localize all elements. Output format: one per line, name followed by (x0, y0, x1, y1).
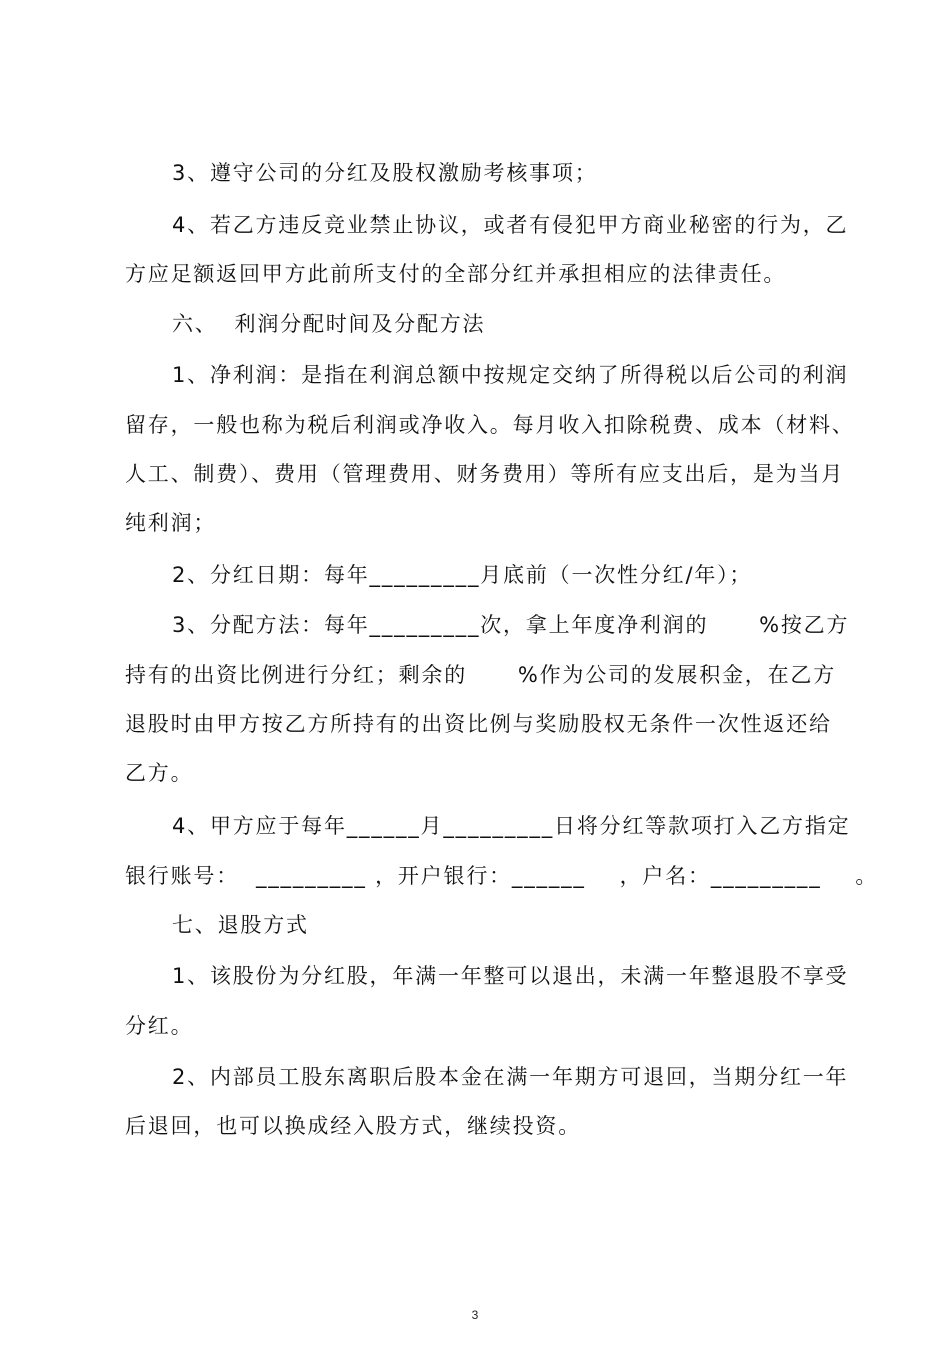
paragraph-line: 方应足额返回甲方此前所支付的全部分红并承担相应的法律责任。 (125, 262, 787, 286)
page-number: 3 (471, 1308, 479, 1322)
paragraph-line: 2、内部员工股东离职后股本金在满一年期方可退回，当期分红一年 (172, 1065, 849, 1089)
paragraph-line: 1、净利润：是指在利润总额中按规定交纳了所得税以后公司的利润 (172, 363, 849, 387)
paragraph-line: 留存，一般也称为税后利润或净收入。每月收入扣除税费、成本（材料、 (125, 413, 855, 437)
paragraph-line: 分红。 (125, 1014, 194, 1038)
paragraph-line: 后退回，也可以换成经入股方式，继续投资。 (125, 1114, 581, 1138)
paragraph-line: 4、甲方应于每年______月_________日将分红等款项打入乙方指定 (172, 814, 851, 838)
paragraph-line: 纯利润； (125, 511, 217, 535)
paragraph-line: 4、若乙方违反竞业禁止协议，或者有侵犯甲方商业秘密的行为，乙 (172, 213, 849, 237)
paragraph-line: 人工、制费）、费用（管理费用、财务费用）等所有应支出后，是为当月 (125, 462, 845, 486)
paragraph-line: 乙方。 (125, 761, 194, 785)
paragraph-line: 3、分配方法：每年_________次，拿上年度净利润的 %按乙方 (172, 613, 850, 637)
paragraph-line: 2、分红日期：每年_________月底前（一次性分红/年）； (172, 563, 753, 587)
paragraph-line: 持有的出资比例进行分红；剩余的 %作为公司的发展积金，在乙方 (125, 663, 837, 687)
section-heading: 七、退股方式 (172, 913, 309, 937)
paragraph-line: 1、该股份为分红股，年满一年整可以退出，未满一年整退股不享受 (172, 964, 849, 988)
section-heading: 六、 利润分配时间及分配方法 (172, 312, 486, 336)
paragraph-line: 3、遵守公司的分红及股权激励考核事项； (172, 161, 598, 185)
paragraph-line: 退股时由甲方按乙方所持有的出资比例与奖励股权无条件一次性返还给 (125, 712, 832, 736)
paragraph-line: 银行账号： _________ ，开户银行：______ ，户名：_________ 。 (125, 864, 879, 888)
